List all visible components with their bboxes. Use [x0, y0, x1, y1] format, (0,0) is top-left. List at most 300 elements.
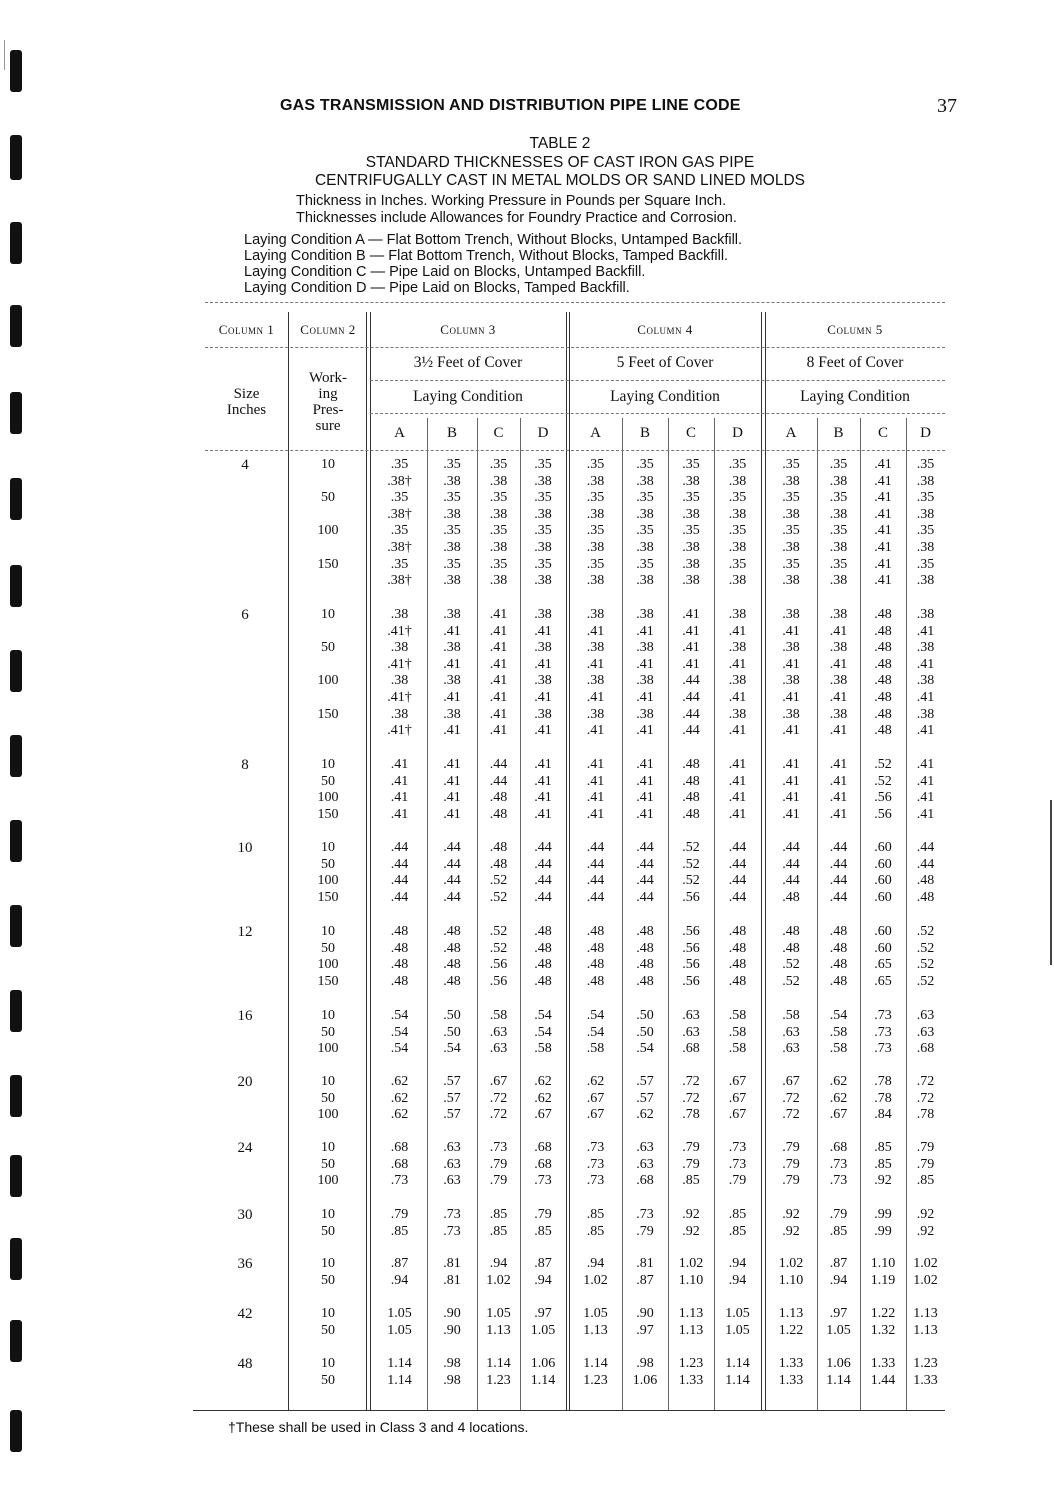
thickness-value: .90	[443, 1322, 461, 1338]
pipe-size: 16	[237, 1008, 253, 1024]
pipe-size: 8	[241, 757, 249, 773]
thickness-value: .63	[443, 1156, 461, 1172]
thickness-value: .38	[586, 473, 605, 489]
thickness-value: .41	[728, 806, 747, 822]
thickness-value: .35	[916, 457, 935, 472]
thickness-value: .35	[829, 523, 848, 539]
thickness-value: .35	[782, 457, 800, 472]
thickness-value: .94	[489, 1256, 508, 1271]
thickness-value: .38	[443, 706, 461, 722]
thickness-value: .52	[489, 873, 508, 889]
thickness-value: .68	[916, 1041, 935, 1057]
thickness-value: .38	[728, 607, 747, 622]
thickness-value: .67	[586, 1090, 605, 1106]
thickness-value: .41	[586, 757, 605, 772]
thickness-value: .44	[916, 856, 935, 872]
thickness-value: .35	[728, 556, 747, 572]
thickness-value: .44	[390, 856, 409, 872]
thickness-value: .41	[782, 690, 800, 705]
thickness-value: .38	[728, 473, 747, 489]
condition-header: C	[685, 425, 696, 441]
thickness-value: 1.33	[870, 1356, 896, 1371]
working-pressure: 10	[321, 924, 335, 939]
thickness-value: .44	[534, 856, 552, 872]
pressure-header-line: sure	[315, 418, 341, 434]
thickness-value: .48	[586, 924, 605, 939]
condition-header: A	[590, 425, 601, 441]
thickness-value: .38	[829, 640, 848, 656]
table-bottom-rule	[193, 1410, 945, 1411]
thickness-value: .38	[534, 540, 552, 555]
thickness-value: .35	[728, 523, 747, 539]
thickness-value: .44	[829, 840, 848, 855]
thickness-value: 1.10	[778, 1272, 804, 1288]
column-4-header: Column 4	[637, 322, 693, 337]
thickness-value: .79	[682, 1156, 700, 1172]
thickness-value: .41	[728, 623, 747, 639]
thickness-value: .38	[782, 673, 800, 689]
working-pressure: 50	[321, 1090, 335, 1106]
thickness-value: .41	[728, 773, 747, 789]
thickness-value: .38	[916, 540, 935, 555]
thickness-value: .63	[443, 1173, 461, 1189]
thickness-value: .73	[443, 1207, 461, 1222]
thickness-value: 1.02	[678, 1256, 704, 1271]
thickness-value: 1.14	[387, 1356, 412, 1371]
binder-hole	[10, 222, 22, 264]
thickness-value: 1.14	[826, 1372, 851, 1388]
thickness-value: .38	[534, 673, 552, 689]
thickness-value: 1.02	[778, 1256, 804, 1271]
working-pressure: 100	[317, 1173, 339, 1189]
thickness-value: .44	[682, 690, 700, 705]
thickness-value: .38†	[387, 473, 412, 489]
thickness-value: .41	[489, 607, 508, 622]
thickness-value: .54	[390, 1041, 409, 1057]
condition-header: D	[537, 425, 549, 441]
thickness-value: .38	[636, 540, 654, 555]
thickness-value: .41	[916, 690, 935, 705]
thickness-value: .48	[390, 924, 409, 939]
thickness-value: 1.05	[583, 1306, 608, 1321]
thickness-value: .92	[682, 1223, 700, 1239]
thickness-value: .94	[728, 1272, 747, 1288]
thickness-value: .41	[636, 757, 654, 772]
thickness-value: 1.10	[870, 1256, 896, 1271]
table-top-rule	[205, 302, 945, 303]
thickness-value: .50	[636, 1008, 654, 1023]
thickness-value: .38	[489, 473, 508, 489]
thickness-value: .48	[636, 940, 654, 956]
thickness-value: .38	[829, 573, 848, 589]
header-rule	[370, 413, 945, 414]
thickness-value: 1.13	[678, 1322, 704, 1338]
thickness-value: .63	[636, 1140, 654, 1155]
laying-condition-header-col3: Laying Condition	[413, 388, 523, 405]
thickness-value: .48	[874, 673, 892, 689]
condition-header: B	[446, 425, 457, 441]
thickness-value: .63	[636, 1156, 654, 1172]
thickness-value: .72	[916, 1074, 935, 1089]
thickness-value: .35	[682, 457, 700, 472]
thickness-value: .85	[489, 1207, 508, 1222]
thickness-value: .56	[874, 806, 892, 822]
cover-header-col3: 3½ Feet of Cover	[413, 354, 523, 371]
working-pressure: 50	[321, 1372, 335, 1388]
working-pressure: 50	[321, 856, 335, 872]
thickness-value: .90	[636, 1306, 654, 1321]
thickness-value: .35	[829, 457, 848, 472]
thickness-value: .38	[782, 540, 800, 555]
thickness-value: 1.05	[530, 1322, 556, 1338]
thickness-value: .38	[534, 607, 552, 622]
thickness-value: .38	[489, 540, 508, 555]
thickness-value: .78	[874, 1090, 892, 1106]
thickness-value: .94	[390, 1272, 409, 1288]
thickness-value: .38	[829, 607, 848, 622]
thickness-value: .98	[443, 1356, 461, 1371]
header-rule	[370, 380, 945, 381]
thickness-value: .38	[443, 573, 461, 589]
thickness-value: 1.13	[913, 1322, 938, 1338]
thickness-value: .41	[390, 757, 409, 772]
thickness-value: .48	[682, 773, 700, 789]
thickness-value: .62	[829, 1090, 848, 1106]
thickness-value: 1.33	[778, 1356, 804, 1371]
thickness-value: .48	[874, 607, 892, 622]
condition-header: D	[920, 425, 931, 441]
working-pressure: 10	[321, 1207, 335, 1222]
thickness-value: .48	[682, 806, 700, 822]
thickness-value: .35	[489, 556, 508, 572]
thickness-value: .48	[534, 957, 552, 973]
thickness-value: 1.02	[583, 1272, 608, 1288]
thickness-value: .41	[829, 790, 848, 806]
thickness-value: .79	[782, 1140, 800, 1155]
thickness-value: .38	[636, 573, 654, 589]
thickness-value: .92	[782, 1207, 800, 1222]
thickness-value: .48	[586, 957, 605, 973]
thickness-value: .72	[916, 1090, 935, 1106]
thickness-value: .73	[728, 1156, 747, 1172]
thickness-value: .41	[782, 806, 800, 822]
thickness-value: .35	[443, 556, 461, 572]
thickness-value: .67	[728, 1090, 747, 1106]
thickness-value: .41	[728, 757, 747, 772]
thickness-value: .92	[916, 1207, 935, 1222]
thickness-value: .41	[443, 623, 461, 639]
thickness-value: .41	[782, 623, 800, 639]
pipe-size: 20	[237, 1074, 253, 1090]
thickness-value: .48	[534, 973, 552, 989]
thickness-value: .41	[636, 790, 654, 806]
thickness-value: .63	[782, 1041, 800, 1057]
thickness-value: .78	[874, 1074, 892, 1089]
thickness-value: .67	[829, 1107, 848, 1123]
thickness-value: .41	[390, 790, 409, 806]
thickness-value: .62	[586, 1074, 605, 1089]
working-pressure: 50	[321, 640, 335, 656]
thickness-value: .41	[443, 757, 461, 772]
thickness-value: .38	[728, 506, 747, 522]
thickness-value: .44	[728, 873, 747, 889]
thickness-value: 1.33	[678, 1372, 704, 1388]
thickness-value: .41	[874, 473, 892, 489]
thickness-value: .44	[782, 840, 800, 855]
thickness-value: .38	[586, 506, 605, 522]
thickness-value: .48	[586, 940, 605, 956]
binder-hole	[10, 50, 22, 92]
thickness-value: .48	[443, 957, 461, 973]
thickness-value: .41	[586, 790, 605, 806]
thickness-value: .41	[829, 757, 848, 772]
thickness-value: .85	[682, 1173, 700, 1189]
thickness-value: .41	[443, 656, 461, 672]
thickness-value: .60	[874, 940, 892, 956]
thickness-value: .41	[586, 656, 605, 672]
thickness-value: .38	[534, 640, 552, 656]
thickness-value: .52	[489, 940, 508, 956]
thickness-value: .90	[443, 1306, 461, 1321]
thickness-value: .58	[534, 1041, 552, 1057]
thickness-value: 1.05	[725, 1306, 750, 1321]
thickness-value: 1.14	[725, 1372, 750, 1388]
working-pressure: 50	[321, 1272, 335, 1288]
thickness-value: .48	[489, 840, 508, 855]
thickness-value: .41	[874, 523, 892, 539]
pipe-size: 6	[241, 607, 249, 623]
thickness-value: .79	[636, 1223, 654, 1239]
thickness-value: .79	[916, 1156, 935, 1172]
thickness-value: .38	[443, 540, 461, 555]
thickness-value: .48	[636, 957, 654, 973]
thickness-value: .48	[728, 957, 747, 973]
pipe-size: 24	[237, 1140, 253, 1156]
thickness-value: .38	[916, 640, 935, 656]
thickness-value: 1.23	[583, 1372, 608, 1388]
thickness-value: .41	[534, 757, 552, 772]
thickness-value: .41	[586, 690, 605, 705]
thickness-value: .79	[829, 1207, 848, 1222]
pressure-header	[290, 370, 366, 434]
thickness-value: .56	[489, 957, 508, 973]
thickness-value: .35	[390, 556, 409, 572]
thickness-value: .38	[829, 473, 848, 489]
thickness-value: .41	[390, 806, 409, 822]
thickness-value: .48	[874, 723, 892, 739]
thickness-value: .73	[874, 1008, 892, 1023]
working-pressure: 10	[321, 1008, 335, 1023]
thickness-value: .38	[682, 473, 700, 489]
pipe-size: 30	[237, 1207, 253, 1223]
thickness-value: .48	[874, 690, 892, 705]
thickness-value: .58	[829, 1041, 848, 1057]
thickness-value: .44	[534, 889, 552, 905]
thickness-value: .44	[390, 873, 409, 889]
working-pressure: 50	[321, 1024, 335, 1040]
col-divider	[288, 312, 289, 1410]
thickness-value: .73	[636, 1207, 654, 1222]
thickness-value: .41	[874, 506, 892, 522]
thickness-value: .41	[916, 806, 935, 822]
thickness-value: .38	[916, 673, 935, 689]
col-divider	[366, 312, 367, 1410]
thickness-value: .57	[636, 1074, 654, 1089]
thickness-value: .44	[728, 840, 747, 855]
thickness-value: .35	[916, 523, 935, 539]
thickness-value: .99	[874, 1207, 892, 1222]
thickness-value: .79	[390, 1207, 409, 1222]
thickness-value: 1.13	[486, 1322, 511, 1338]
binder-hole	[10, 650, 22, 692]
thickness-value: .44	[534, 840, 552, 855]
thickness-value: .35	[586, 490, 605, 506]
thickness-value: .41†	[387, 623, 412, 639]
thickness-value: .41	[636, 690, 654, 705]
thickness-value: .52	[489, 889, 508, 905]
thickness-value: .38	[782, 573, 800, 589]
binder-hole	[10, 820, 22, 862]
thickness-value: .52	[916, 924, 935, 939]
thickness-value: .57	[443, 1107, 461, 1123]
header-rule	[205, 450, 945, 451]
working-pressure: 10	[321, 1074, 335, 1089]
condition-header: C	[877, 425, 888, 441]
thickness-value: .41	[586, 806, 605, 822]
thickness-value: 1.05	[387, 1322, 412, 1338]
thickness-value: .35	[586, 457, 605, 472]
cover-header-col4: 5 Feet of Cover	[616, 354, 714, 371]
thickness-value: 1.14	[725, 1356, 750, 1371]
working-pressure: 10	[321, 840, 335, 855]
column-5-header: Column 5	[827, 322, 883, 337]
thickness-value: .48	[489, 856, 508, 872]
table-title-line1: STANDARD THICKNESSES OF CAST IRON GAS PIPE	[365, 154, 755, 171]
thickness-value: .57	[636, 1090, 654, 1106]
thickness-value: .41	[916, 757, 935, 772]
thickness-value: .38	[916, 607, 935, 622]
thickness-value: .44	[586, 873, 605, 889]
thickness-value: .48	[728, 940, 747, 956]
col-divider	[370, 312, 371, 1410]
thickness-value: .35	[390, 523, 409, 539]
thickness-value: .62	[636, 1107, 654, 1123]
thickness-value: .38	[489, 573, 508, 589]
thickness-value: .38	[489, 506, 508, 522]
thickness-value: .52	[916, 957, 935, 973]
thickness-value: .38	[728, 706, 747, 722]
thickness-value: .85	[489, 1223, 508, 1239]
binder-hole	[10, 392, 22, 434]
thickness-value: .68	[829, 1140, 848, 1155]
thickness-value: .41	[586, 723, 605, 739]
thickness-value: .35	[829, 556, 848, 572]
pipe-size: 10	[237, 840, 253, 856]
working-pressure: 100	[317, 673, 339, 689]
table-label: TABLE 2	[529, 135, 591, 152]
thickness-value: .41	[728, 690, 747, 705]
thickness-value: .68	[636, 1173, 654, 1189]
thickness-value: 1.23	[486, 1372, 511, 1388]
thickness-value: .63	[489, 1041, 508, 1057]
thickness-value: 1.44	[870, 1372, 896, 1388]
pressure-header-line: Pres-	[312, 402, 344, 418]
thickness-value: .44	[916, 840, 935, 855]
thickness-value: .48	[728, 924, 747, 939]
thickness-value: .44	[829, 873, 848, 889]
note-condition-a: Laying Condition A — Flat Bottom Trench, Without Blocks, Untamped Backfill.	[244, 232, 743, 248]
col-divider	[761, 312, 762, 1410]
thickness-value: .41	[782, 723, 800, 739]
thickness-value: .67	[782, 1074, 800, 1089]
thickness-value: .41	[829, 656, 848, 672]
thickness-value: .38	[782, 506, 800, 522]
thickness-value: .38	[829, 540, 848, 555]
running-header: GAS TRANSMISSION AND DISTRIBUTION PIPE LINE CODE	[280, 97, 741, 114]
thickness-value: .38	[636, 473, 654, 489]
page-number: 37	[937, 95, 957, 117]
laying-condition-header-col4: Laying Condition	[610, 388, 720, 405]
thickness-value: .35	[682, 523, 700, 539]
thickness-value: .35	[489, 457, 508, 472]
thickness-value: .41	[489, 723, 508, 739]
thickness-value: .41	[489, 690, 508, 705]
thickness-value: .85	[728, 1207, 747, 1222]
thickness-value: .81	[443, 1256, 461, 1271]
thickness-value: .68	[390, 1156, 409, 1172]
thickness-value: .38	[782, 706, 800, 722]
thickness-value: .58	[782, 1008, 800, 1023]
table-title-line2: CENTRIFUGALLY CAST IN METAL MOLDS OR SAND LINED MOLDS	[314, 172, 806, 189]
thickness-value: .44	[829, 889, 848, 905]
thickness-value: .60	[874, 889, 892, 905]
thickness-value: .41†	[387, 656, 412, 672]
thickness-value: .41	[782, 773, 800, 789]
thickness-value: .44	[586, 856, 605, 872]
thickness-value: .35	[586, 556, 605, 572]
thickness-value: .41	[390, 773, 409, 789]
thickness-value: .38	[586, 607, 605, 622]
thickness-value: .50	[443, 1024, 461, 1040]
note-allowances: Thicknesses include Allowances for Foundry Practice and Corrosion.	[296, 210, 737, 226]
thickness-value: .54	[586, 1008, 605, 1023]
thickness-value: .35	[489, 490, 508, 506]
thickness-value: .38	[916, 706, 935, 722]
thickness-value: .67	[534, 1107, 552, 1123]
thickness-value: .56	[682, 924, 700, 939]
pipe-size: 12	[237, 924, 253, 940]
thickness-value: .41	[636, 773, 654, 789]
thickness-value: .58	[728, 1008, 747, 1023]
col-divider	[566, 312, 567, 1410]
thickness-value: .38	[916, 473, 935, 489]
binder-hole	[10, 478, 22, 520]
condition-header: B	[639, 425, 650, 441]
thickness-value: .54	[586, 1024, 605, 1040]
thickness-value: 1.14	[530, 1372, 556, 1388]
binder-hole	[10, 735, 22, 777]
thickness-value: .48	[874, 623, 892, 639]
thickness-value: .54	[534, 1008, 552, 1023]
thickness-value: .38	[636, 506, 654, 522]
thickness-value: .44	[636, 856, 654, 872]
thickness-value: .41	[443, 723, 461, 739]
thickness-value: 1.06	[632, 1372, 658, 1388]
thickness-value: .73	[586, 1173, 605, 1189]
thickness-value: .38	[782, 607, 800, 622]
thickness-value: .38	[916, 506, 935, 522]
thickness-value: .41	[534, 623, 552, 639]
